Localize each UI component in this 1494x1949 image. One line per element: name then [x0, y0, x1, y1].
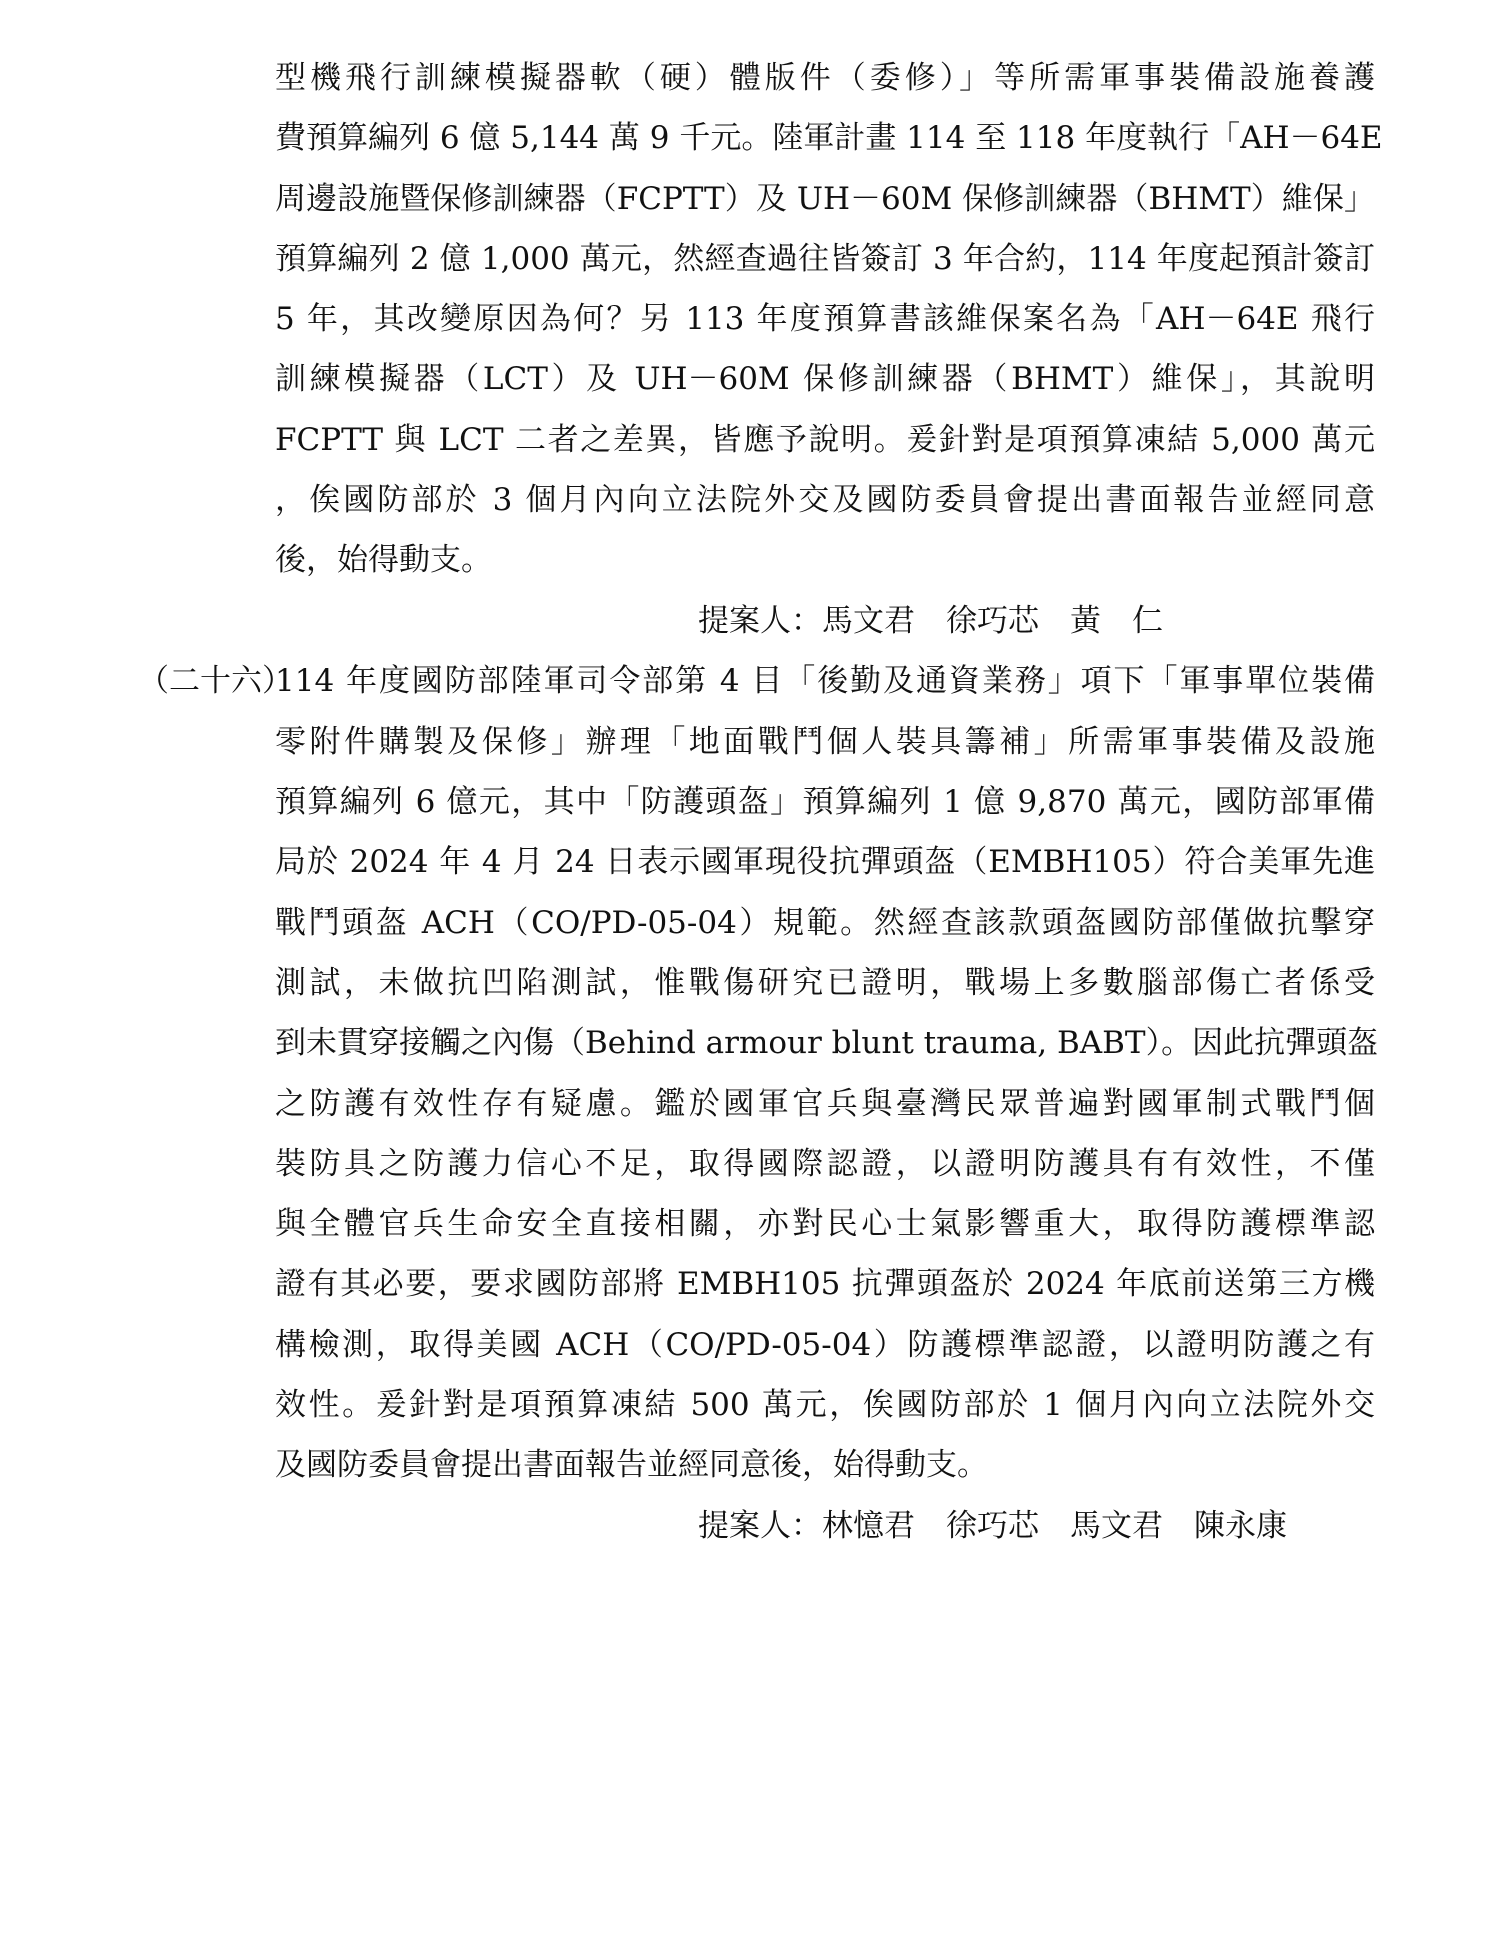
paragraph-line: 效性。爰針對是項預算凍結 500 萬元，俟國防部於 1 個月內向立法院外交 [275, 1387, 1375, 1423]
paragraph-line: 5 年，其改變原因為何？另 113 年度預算書該維保案名為「AH－64E 飛行 [275, 301, 1375, 337]
paragraph-line: 證有其必要，要求國防部將 EMBH105 抗彈頭盔於 2024 年底前送第三方機 [275, 1266, 1375, 1302]
proposer-line: 提案人：馬文君 徐巧芯 黃 仁 [698, 603, 1163, 639]
paragraph-line: ，俟國防部於 3 個月內向立法院外交及國防委員會提出書面報告並經同意 [275, 482, 1375, 518]
paragraph-line: FCPTT 與 LCT 二者之差異，皆應予說明。爰針對是項預算凍結 5,000 萬元 [275, 422, 1375, 458]
paragraph-line: 及國防委員會提出書面報告並經同意後，始得動支。 [275, 1447, 988, 1483]
paragraph-line: 測試，未做抗凹陷測試，惟戰傷研究已證明，戰場上多數腦部傷亡者係受 [275, 965, 1375, 1001]
paragraph-line: 戰鬥頭盔 ACH（CO/PD-05-04）規範。然經查該款頭盔國防部僅做抗擊穿 [275, 905, 1375, 941]
paragraph-line: 到未貫穿接觸之內傷（Behind armour blunt trauma, BABT）。因此抗彈頭盔 [275, 1025, 1379, 1061]
paragraph-line: 費預算編列 6 億 5,144 萬 9 千元。陸軍計畫 114 至 118 年度執行「AH－64E [275, 120, 1383, 156]
proposer-line: 提案人：林憶君 徐巧芯 馬文君 陳永康 [698, 1508, 1287, 1544]
paragraph-line: 訓練模擬器（LCT）及 UH－60M 保修訓練器（BHMT）維保」，其說明 [275, 361, 1375, 397]
paragraph-line: 與全體官兵生命安全直接相關，亦對民心士氣影響重大，取得防護標準認 [275, 1206, 1375, 1242]
paragraph-line: 後，始得動支。 [275, 542, 492, 578]
paragraph-line: 預算編列 2 億 1,000 萬元，然經查過往皆簽訂 3 年合約，114 年度起預計簽訂 [275, 241, 1375, 277]
paragraph-line: 零附件購製及保修」辦理「地面戰鬥個人裝具籌補」所需軍事裝備及設施 [275, 724, 1375, 760]
item-number-label: （二十六） [138, 663, 293, 699]
paragraph-line: 構檢測，取得美國 ACH（CO/PD-05-04）防護標準認證，以證明防護之有 [275, 1327, 1375, 1363]
paragraph-line: 型機飛行訓練模擬器軟（硬）體版件（委修）」等所需軍事裝備設施養護 [275, 60, 1375, 96]
paragraph-line: 預算編列 6 億元，其中「防護頭盔」預算編列 1 億 9,870 萬元，國防部軍備 [275, 784, 1375, 820]
paragraph-line: 局於 2024 年 4 月 24 日表示國軍現役抗彈頭盔（EMBH105）符合美軍先進 [275, 844, 1375, 880]
paragraph-line: 114 年度國防部陸軍司令部第 4 目「後勤及通資業務」項下「軍事單位裝備 [275, 663, 1375, 699]
paragraph-line: 裝防具之防護力信心不足，取得國際認證，以證明防護具有有效性，不僅 [275, 1146, 1375, 1182]
paragraph-line: 周邊設施暨保修訓練器（FCPTT）及 UH－60M 保修訓練器（BHMT）維保」 [275, 181, 1375, 217]
paragraph-line: 之防護有效性存有疑慮。鑑於國軍官兵與臺灣民眾普遍對國軍制式戰鬥個 [275, 1086, 1375, 1122]
